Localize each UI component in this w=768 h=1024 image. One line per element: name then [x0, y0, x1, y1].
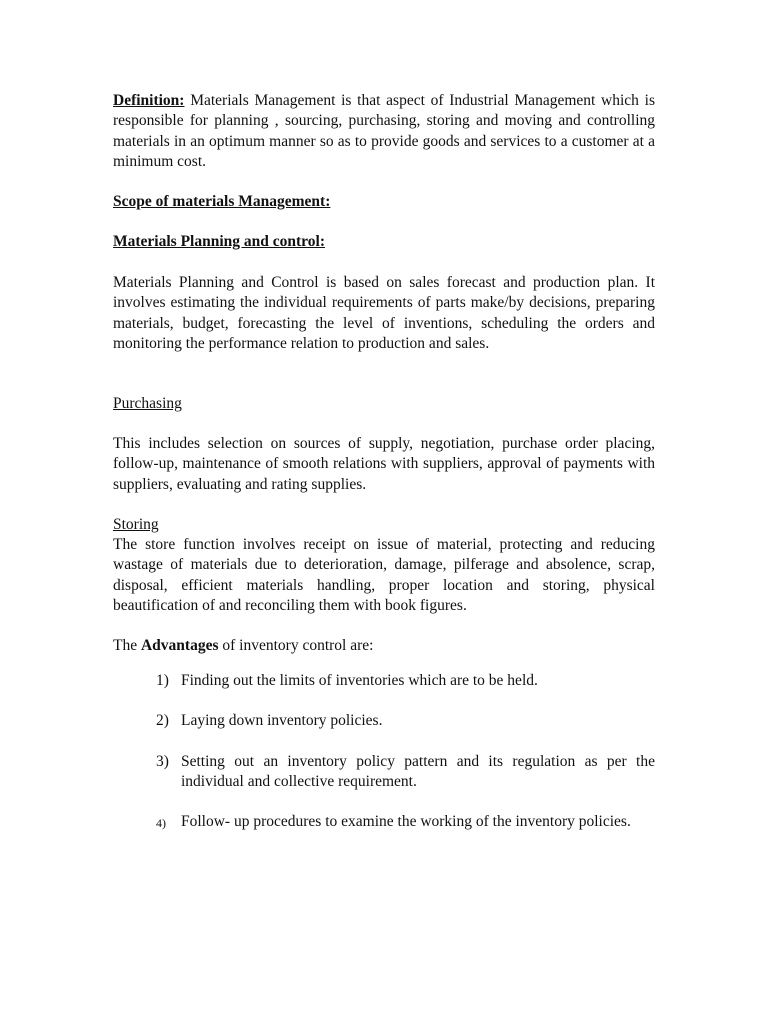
storing-paragraph: The store function involves receipt on issue of material, protecting and reducing wastage of materials due to deterioration, damage, pilferage and absolence, scrap, disposal, efficient materials handling, proper location and storing, physical beautification of and reconciling them with book figures. [113, 536, 655, 614]
list-item-text: Setting out an inventory policy pattern and its regulation as per the individual and collective requirement. [181, 753, 655, 791]
scope-heading: Scope of materials Management: [113, 193, 331, 210]
advantages-intro: The Advantages of inventory control are: [113, 637, 374, 654]
definition-label: Definition: [113, 92, 185, 109]
list-item-text: Laying down inventory policies. [181, 712, 383, 729]
list-item-text: Follow- up procedures to examine the working of the inventory policies. [181, 813, 631, 830]
definition-text: Materials Management is that aspect of Industrial Management which is responsible for planning , sourcing, purchasing, storing and moving and controlling materials in an optimum manner so as to provide goods and services to a customer at a minimum cost. [113, 92, 655, 170]
list-item-number: 4) [156, 816, 166, 830]
definition-paragraph [113, 91, 655, 172]
storing-heading: Storing [113, 516, 159, 533]
planning-paragraph: Materials Planning and Control is based on sales forecast and production plan. It involves estimating the individual requirements of parts make/by decisions, preparing materials, budget, forecasting the level of inventions, scheduling the orders and monitoring the performance relation to production and sales. [113, 274, 655, 352]
purchasing-heading: Purchasing [113, 395, 182, 412]
advantages-bold: Advantages [140, 637, 219, 654]
purchasing-paragraph: This includes selection on sources of supply, negotiation, purchase order placing, follow-up, maintenance of smooth relations with suppliers, approval of payments with suppliers, evaluating and rating supplies. [113, 435, 655, 493]
list-item-number: 3) [156, 753, 169, 770]
list-item-number: 1) [156, 672, 169, 689]
planning-heading: Materials Planning and control: [113, 233, 325, 250]
list-item-text: Finding out the limits of inventories which are to be held. [181, 672, 538, 689]
list-item-number: 2) [156, 712, 169, 729]
